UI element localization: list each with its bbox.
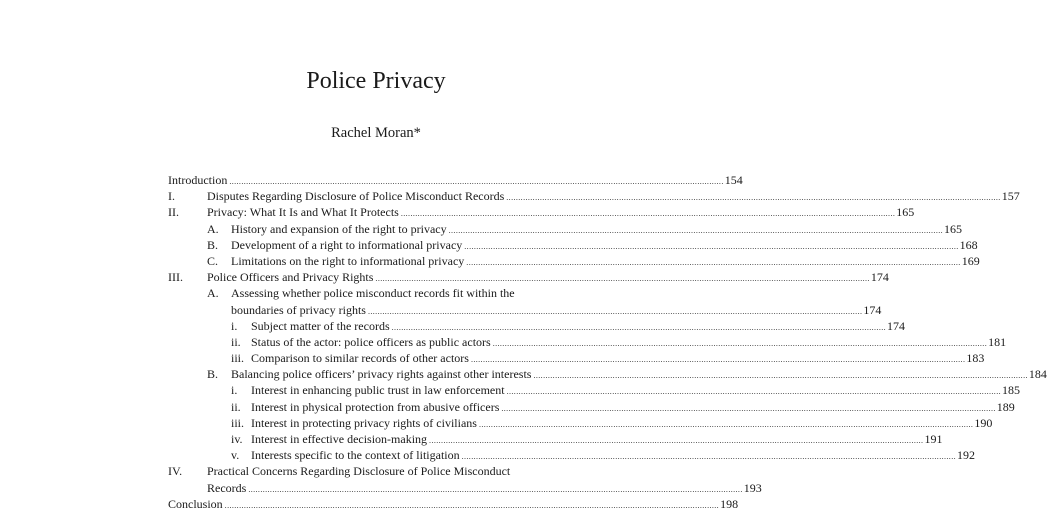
toc-page: 189 bbox=[996, 399, 1015, 414]
dot-leader: .............................................................................................................................................................................................................. bbox=[506, 193, 1001, 203]
toc-number: B. bbox=[207, 367, 219, 382]
dot-leader: .............................................................................................................................................................................................................. bbox=[367, 306, 863, 316]
toc-label: Development of a right to informational privacy bbox=[231, 237, 463, 252]
toc-page: 169 bbox=[961, 253, 980, 268]
dot-leader: .............................................................................................................................................................................................................. bbox=[400, 209, 896, 219]
dot-leader: .............................................................................................................................................................................................................. bbox=[461, 452, 957, 462]
dot-leader: .............................................................................................................................................................................................................. bbox=[391, 322, 887, 332]
dot-leader: .............................................................................................................................................................................................................. bbox=[224, 500, 720, 510]
toc-number: iii. bbox=[231, 415, 245, 430]
toc-number: i. bbox=[231, 383, 238, 398]
toc-entry bbox=[168, 334, 1007, 350]
dot-leader: .............................................................................................................................................................................................................. bbox=[533, 371, 1028, 381]
toc-entry-continuation bbox=[168, 302, 882, 318]
toc-page: 154 bbox=[724, 173, 743, 187]
toc-page: 157 bbox=[1001, 189, 1020, 204]
toc-page: 174 bbox=[863, 302, 882, 317]
dot-leader: .............................................................................................................................................................................................................. bbox=[375, 274, 870, 284]
dot-leader: .............................................................................................................................................................................................................. bbox=[464, 241, 959, 251]
toc-label: Disputes Regarding Disclosure of Police Misconduct Records bbox=[207, 189, 505, 204]
dot-leader: .............................................................................................................................................................................................................. bbox=[229, 177, 724, 186]
toc-entry bbox=[168, 382, 1020, 398]
toc-page: 184 bbox=[1028, 367, 1047, 382]
toc-entry bbox=[168, 204, 915, 220]
toc-label: Introduction bbox=[168, 173, 228, 187]
toc-label: Balancing police officers’ privacy rights against other interests bbox=[231, 367, 532, 382]
dot-leader: .............................................................................................................................................................................................................. bbox=[466, 257, 961, 267]
toc-label: Interest in enhancing public trust in law enforcement bbox=[251, 383, 505, 398]
toc-entry bbox=[168, 496, 739, 512]
toc-page: 183 bbox=[966, 351, 985, 366]
toc-label: Subject matter of the records bbox=[251, 318, 390, 333]
toc-label: Police Officers and Privacy Rights bbox=[207, 270, 374, 285]
toc-entry bbox=[168, 463, 586, 479]
dot-leader: .............................................................................................................................................................................................................. bbox=[501, 403, 996, 413]
toc-page: 174 bbox=[870, 270, 889, 285]
toc-number: III. bbox=[168, 270, 183, 285]
toc-number: A. bbox=[207, 286, 219, 301]
toc-number: iii. bbox=[231, 351, 245, 366]
toc-entry bbox=[168, 366, 1047, 382]
toc-page: 185 bbox=[1002, 383, 1020, 398]
toc-number: i. bbox=[231, 318, 238, 333]
toc-entry bbox=[168, 447, 976, 463]
toc-number: A. bbox=[207, 221, 219, 236]
toc-number: I. bbox=[168, 189, 175, 204]
article-title: Police Privacy bbox=[306, 68, 446, 94]
toc-page: 191 bbox=[924, 432, 943, 446]
toc-entry bbox=[168, 350, 985, 366]
toc-label: Assessing whether police misconduct records fit within the bbox=[231, 286, 515, 301]
toc-label: Privacy: What It Is and What It Protects bbox=[207, 205, 399, 220]
dot-leader: .............................................................................................................................................................................................................. bbox=[506, 387, 1001, 397]
toc-number: v. bbox=[231, 448, 240, 463]
dot-leader: .............................................................................................................................................................................................................. bbox=[429, 436, 924, 445]
toc-label: Interest in protecting privacy rights of civilians bbox=[251, 415, 477, 430]
dot-leader: .............................................................................................................................................................................................................. bbox=[478, 419, 974, 429]
toc-label: History and expansion of the right to privacy bbox=[231, 221, 447, 236]
toc-number: II. bbox=[168, 205, 179, 220]
toc-entry bbox=[168, 285, 586, 301]
toc-entry bbox=[168, 237, 978, 253]
toc-entry-continuation bbox=[168, 480, 762, 496]
toc-label: Status of the actor: police officers as public actors bbox=[251, 334, 491, 349]
dot-leader: .............................................................................................................................................................................................................. bbox=[448, 225, 944, 235]
toc-label: Practical Concerns Regarding Disclosure of Police Misconduct bbox=[207, 464, 511, 479]
toc-page: 192 bbox=[957, 448, 976, 463]
toc-page: 181 bbox=[988, 334, 1007, 349]
toc-label: Limitations on the right to informational privacy bbox=[231, 253, 465, 268]
toc-number: iv. bbox=[231, 432, 243, 446]
toc-label: Interest in effective decision-making bbox=[251, 432, 428, 446]
toc-page: 165 bbox=[896, 205, 915, 220]
toc-page: 168 bbox=[959, 237, 978, 252]
dot-leader: .............................................................................................................................................................................................................. bbox=[492, 338, 988, 348]
dot-leader: .............................................................................................................................................................................................................. bbox=[248, 484, 743, 494]
toc-entry bbox=[168, 221, 963, 237]
toc-label: Records bbox=[207, 480, 247, 495]
toc-number: IV. bbox=[168, 464, 183, 479]
toc-label: Comparison to similar records of other actors bbox=[251, 351, 469, 366]
toc-number: ii. bbox=[231, 399, 241, 414]
toc-label: boundaries of privacy rights bbox=[231, 302, 366, 317]
toc-page: 193 bbox=[743, 480, 762, 495]
toc-page: 190 bbox=[974, 415, 993, 430]
toc-page: 165 bbox=[944, 221, 963, 236]
toc-label: Interests specific to the context of litigation bbox=[251, 448, 460, 463]
toc-entry bbox=[168, 431, 943, 447]
toc-entry bbox=[168, 172, 743, 188]
toc-label: Interest in physical protection from abusive officers bbox=[251, 399, 500, 414]
author-name: Rachel Moran* bbox=[331, 125, 421, 141]
toc-number: B. bbox=[207, 237, 219, 252]
dot-leader: .............................................................................................................................................................................................................. bbox=[470, 355, 966, 365]
toc-entry bbox=[168, 399, 1015, 415]
table-of-contents bbox=[168, 172, 1047, 512]
toc-entry bbox=[168, 415, 993, 431]
toc-page: 198 bbox=[720, 496, 739, 511]
toc-entry bbox=[168, 188, 1020, 204]
toc-page: 174 bbox=[887, 318, 906, 333]
toc-entry bbox=[168, 253, 980, 269]
toc-label: Conclusion bbox=[168, 496, 223, 511]
toc-number: ii. bbox=[231, 334, 241, 349]
toc-entry bbox=[168, 269, 889, 285]
toc-number: C. bbox=[207, 253, 219, 268]
toc-entry bbox=[168, 318, 906, 334]
